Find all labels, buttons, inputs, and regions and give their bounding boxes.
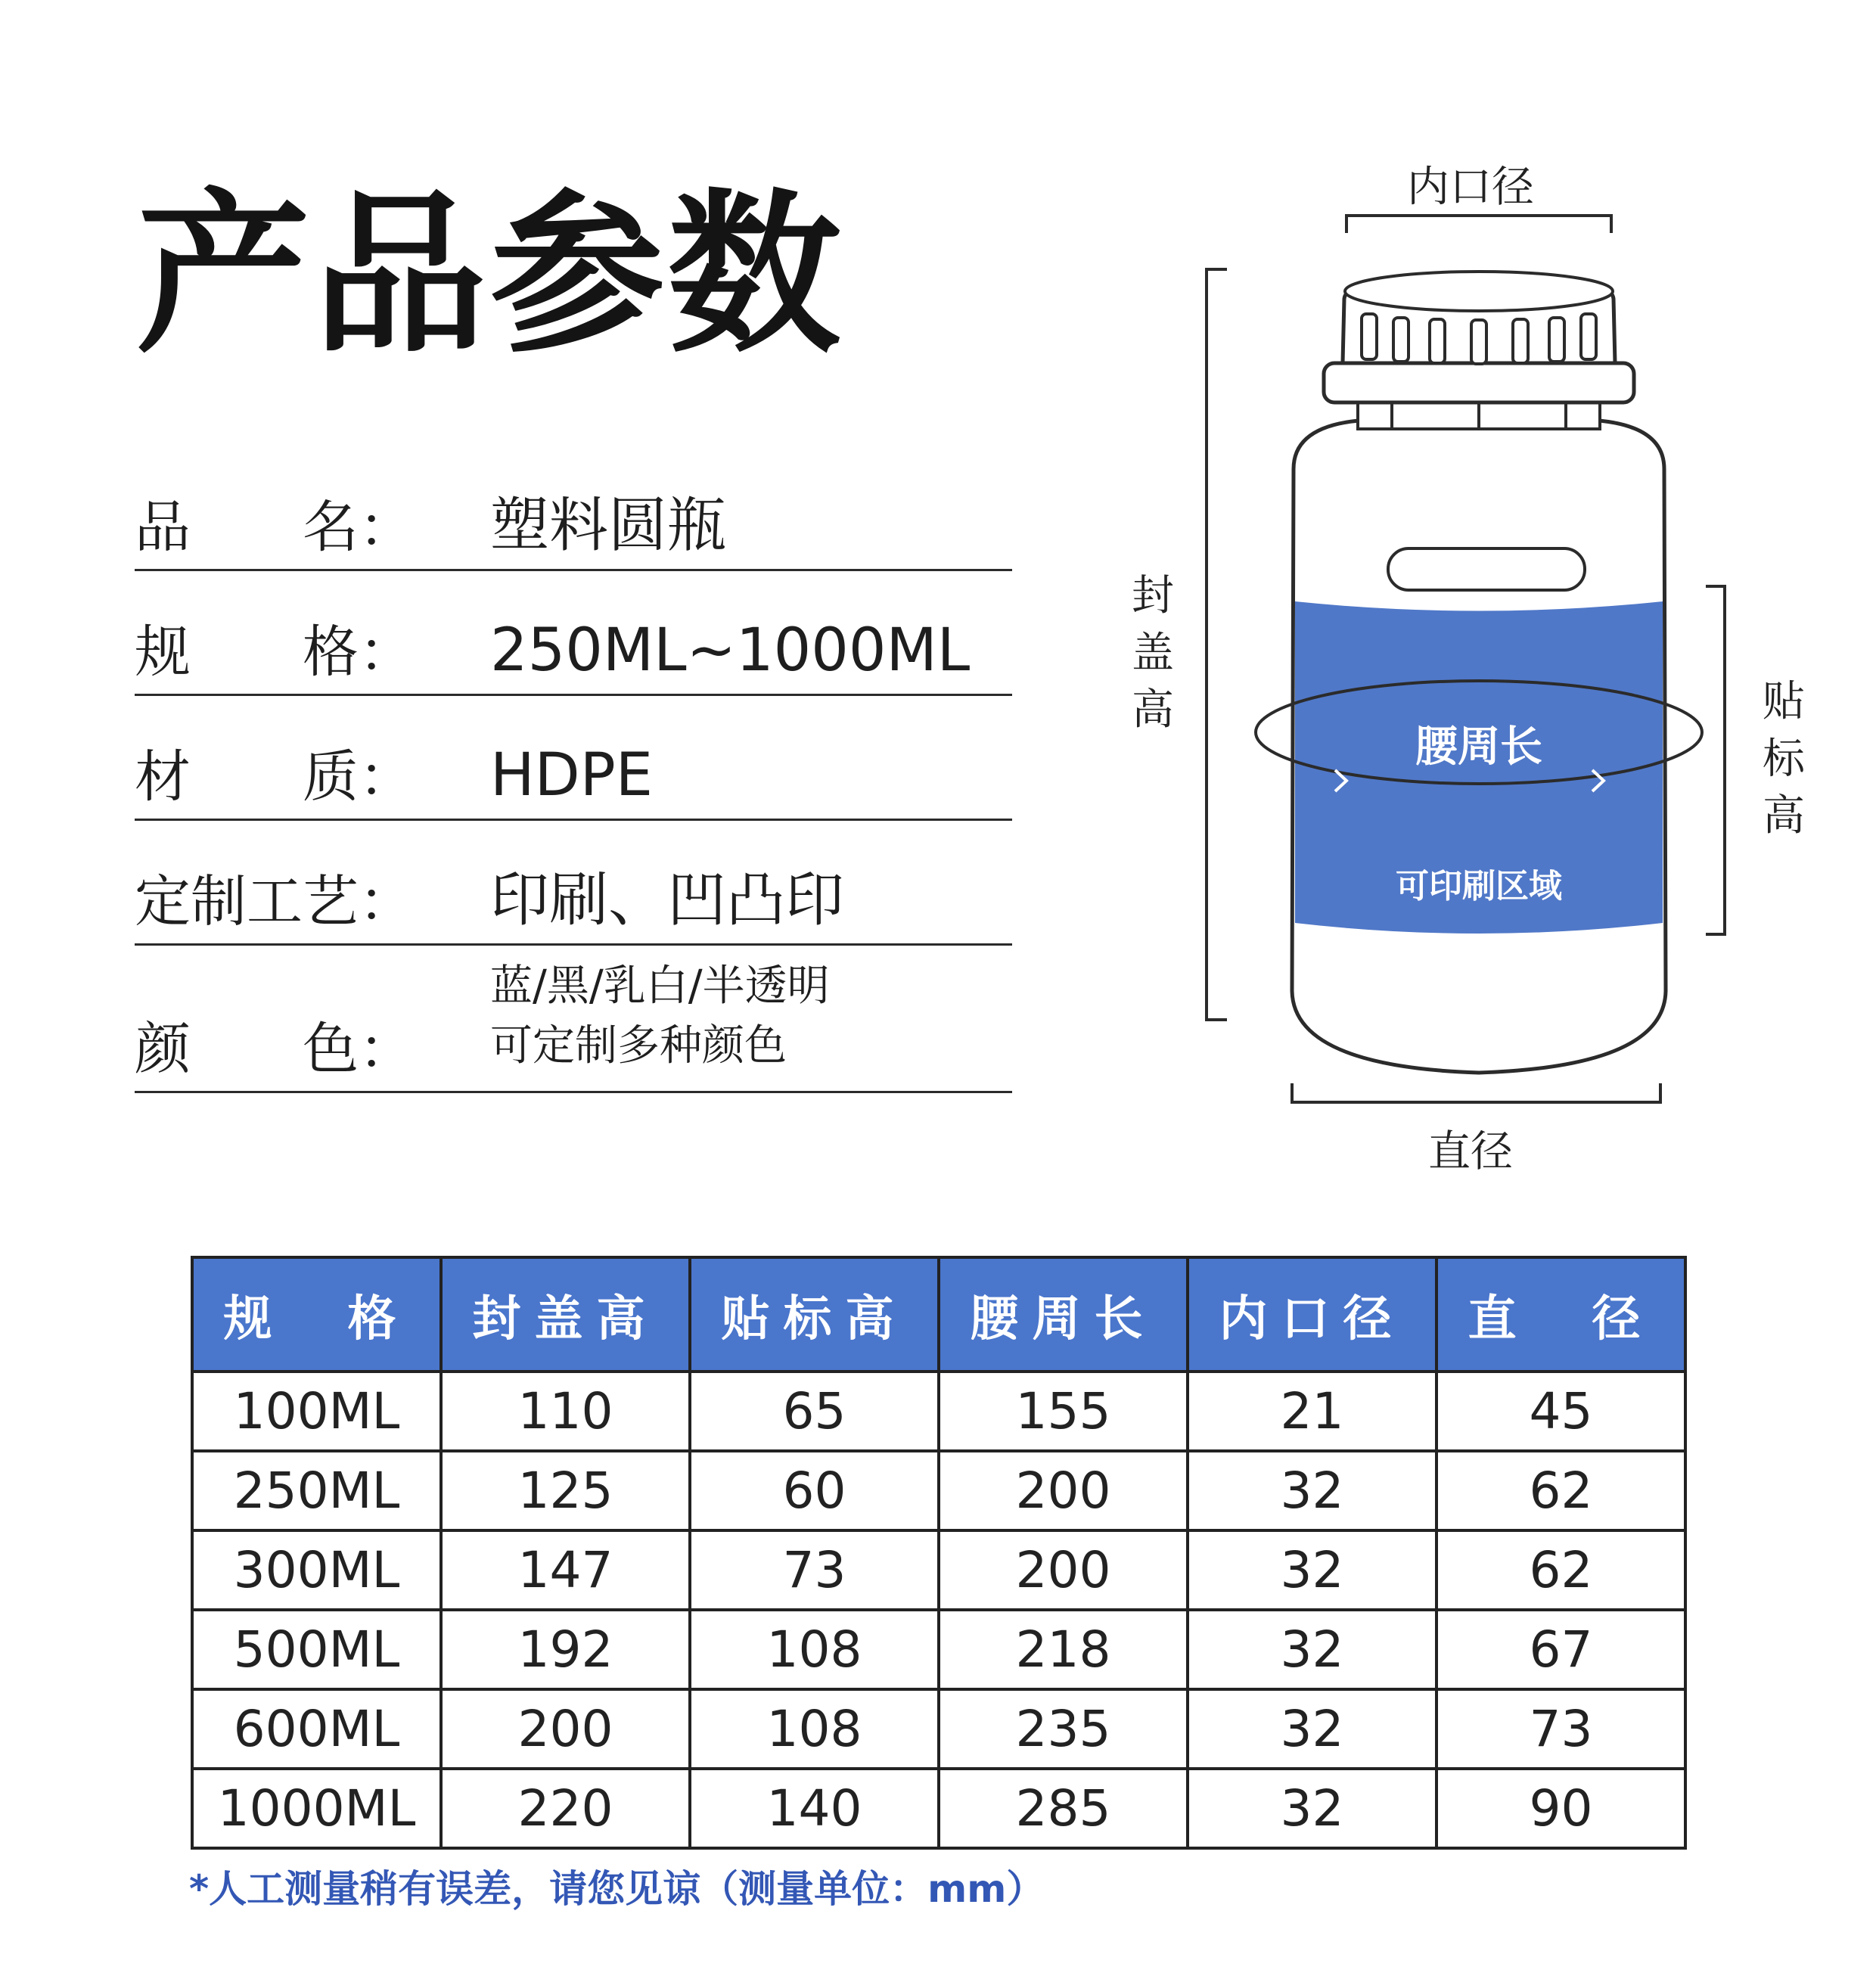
table-cell: 140 (690, 1769, 939, 1848)
spec-row-color (135, 946, 1012, 1093)
spec-colon: ： (359, 1017, 415, 1082)
table-cell: 235 (939, 1689, 1188, 1769)
spec-colon: ： (359, 869, 415, 934)
table-cell: 110 (441, 1372, 690, 1451)
cap-height-text: 封盖高 (1132, 571, 1174, 735)
table-cell: 600ML (192, 1689, 441, 1769)
header-label-height: 贴标高 (690, 1257, 939, 1372)
table-cell: 60 (690, 1451, 939, 1530)
table-cell: 32 (1188, 1769, 1437, 1848)
table-row (192, 1530, 1685, 1610)
table-cell: 45 (1437, 1372, 1685, 1451)
spec-label-char: 品 (135, 495, 191, 560)
table-cell: 67 (1437, 1610, 1685, 1689)
inner-diameter-label: 内口径 (1407, 163, 1534, 212)
spec-label (135, 744, 415, 809)
bottle-diagram (1120, 136, 1846, 1195)
table-cell: 300ML (192, 1530, 441, 1610)
header-size: 规 格 (192, 1257, 441, 1372)
table-cell: 220 (441, 1769, 690, 1848)
table-row (192, 1769, 1685, 1848)
spec-value-size: 250ML~1000ML (490, 617, 971, 685)
spec-label-char: 格 (303, 620, 359, 685)
table-cell: 147 (441, 1530, 690, 1610)
header-diameter: 直 径 (1437, 1257, 1685, 1372)
table-cell: 73 (1437, 1689, 1685, 1769)
table-cell: 250ML (192, 1451, 441, 1530)
spec-row-name (135, 446, 1012, 571)
table-cell: 218 (939, 1610, 1188, 1689)
table-cell: 285 (939, 1769, 1188, 1848)
table-cell: 62 (1437, 1530, 1685, 1610)
spec-label (135, 495, 415, 560)
diameter-bracket (1292, 1083, 1660, 1102)
table-cell: 90 (1437, 1769, 1685, 1848)
cap-height-bracket (1207, 269, 1227, 1020)
table-cell: 65 (690, 1372, 939, 1451)
table-cell: 32 (1188, 1610, 1437, 1689)
table-row (192, 1372, 1685, 1451)
spec-colon: ： (359, 744, 415, 809)
table-header-row (192, 1257, 1685, 1372)
table-cell: 108 (690, 1610, 939, 1689)
waist-circumference-label: 腰周长 (1415, 722, 1542, 772)
page-title: 产品参数 (136, 175, 845, 377)
spec-list (135, 446, 1012, 1093)
spec-label-char: 规 (135, 620, 191, 685)
spec-value-color (490, 957, 830, 1076)
spec-row-craft (135, 821, 1012, 946)
cap-ring (1324, 363, 1634, 402)
spec-value-craft: 印刷、凹凸印 (490, 866, 845, 934)
print-area-label: 可印刷区域 (1396, 867, 1562, 906)
table-cell: 1000ML (192, 1769, 441, 1848)
spec-colon: ： (359, 620, 415, 685)
spec-label (135, 1017, 415, 1082)
measurement-note: *人工测量稍有误差，请您见谅（测量单位：mm） (189, 1867, 1045, 1911)
spec-row-size (135, 571, 1012, 696)
table-cell: 155 (939, 1372, 1188, 1451)
table-row (192, 1610, 1685, 1689)
table-cell: 32 (1188, 1530, 1437, 1610)
table-cell: 62 (1437, 1451, 1685, 1530)
table-cell: 192 (441, 1610, 690, 1689)
spec-label-char: 材 (135, 744, 191, 809)
label-height-text: 贴标高 (1763, 677, 1805, 841)
cap-ribs (1362, 314, 1596, 364)
label-height-bracket (1706, 586, 1725, 934)
header-waist-circumference: 腰周长 (939, 1257, 1188, 1372)
spec-label-char: 质 (303, 744, 359, 809)
table-cell: 32 (1188, 1451, 1437, 1530)
table-cell: 21 (1188, 1372, 1437, 1451)
table-cell: 200 (939, 1530, 1188, 1610)
spec-label-char: 色 (303, 1017, 359, 1082)
inner-diameter-bracket (1346, 216, 1611, 233)
spec-table (191, 1256, 1687, 1850)
header-cap-height: 封盖高 (441, 1257, 690, 1372)
spec-label (135, 620, 415, 685)
spec-label-text: 定制工艺 (135, 869, 359, 934)
table-cell: 108 (690, 1689, 939, 1769)
spec-label-char: 名 (303, 495, 359, 560)
spec-label-char: 颜 (135, 1017, 191, 1082)
spec-label (135, 869, 415, 934)
table-cell: 200 (939, 1451, 1188, 1530)
color-custom-note: 可定制多种颜色 (490, 1021, 787, 1070)
cap-height-label (1130, 567, 1176, 739)
table-cell: 500ML (192, 1610, 441, 1689)
label-height-label (1761, 673, 1806, 845)
spec-colon: ： (359, 495, 415, 560)
bottle-illustration (1120, 136, 1846, 1195)
spec-value-material: HDPE (490, 741, 654, 809)
header-inner-diameter: 内口径 (1188, 1257, 1437, 1372)
table-row (192, 1451, 1685, 1530)
table-cell: 73 (690, 1530, 939, 1610)
table-cell: 100ML (192, 1372, 441, 1451)
spec-row-material (135, 696, 1012, 821)
table-cell: 125 (441, 1451, 690, 1530)
table-cell: 32 (1188, 1689, 1437, 1769)
table-row (192, 1689, 1685, 1769)
window-slot (1388, 548, 1585, 590)
diameter-label: 直径 (1428, 1127, 1513, 1176)
table-cell: 200 (441, 1689, 690, 1769)
color-options: 蓝/黑/乳白/半透明 (490, 962, 830, 1011)
spec-value-name: 塑料圆瓶 (490, 492, 727, 560)
